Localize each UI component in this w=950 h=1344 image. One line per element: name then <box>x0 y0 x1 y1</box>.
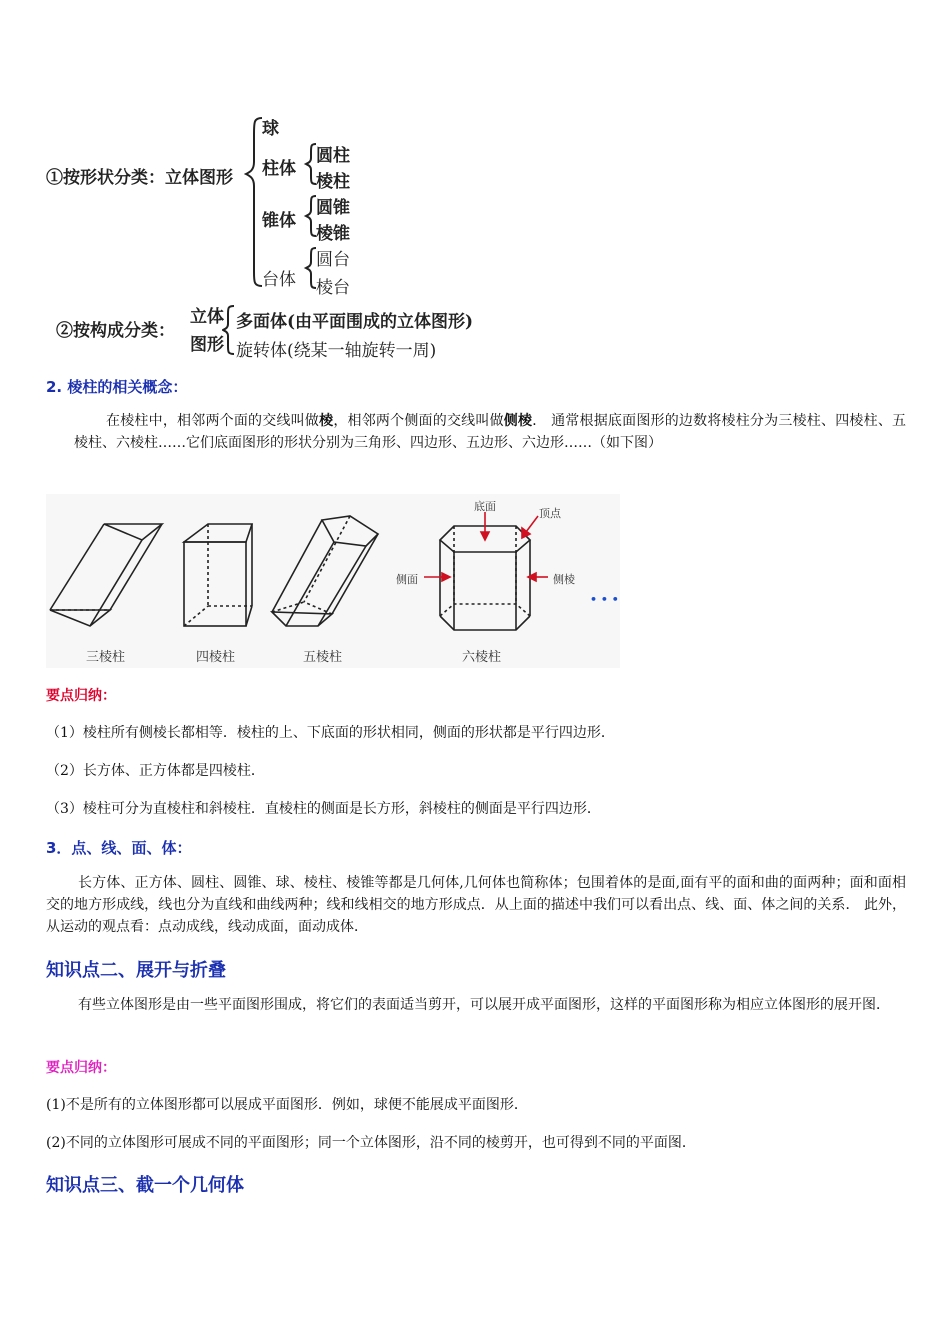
tree-cylinder: 圆柱 <box>316 146 350 166</box>
tree-prism: 棱柱 <box>316 172 350 192</box>
pentagonal-prism-shape <box>272 516 378 626</box>
knowledge-2-heading: 知识点二、展开与折叠 <box>46 960 226 981</box>
label-triangular-prism: 三棱柱 <box>86 650 126 665</box>
tree-pyramid: 棱锥 <box>316 224 350 244</box>
knowledge-3-heading: 知识点三、截一个几何体 <box>46 1175 244 1196</box>
section-2-paragraph <box>74 410 906 454</box>
label-pentagonal-prism: 五棱柱 <box>303 650 343 665</box>
summary-1-heading: 要点归纳： <box>46 688 116 704</box>
annotation-side-face: 侧面 <box>396 573 418 586</box>
classify-shape-label: ①按形状分类：立体图形 <box>46 168 233 188</box>
tree-ball: 球 <box>262 119 279 139</box>
section-2-text-c: ． 通常根据底面图形的边数将棱柱分为三棱柱、四棱柱、五棱柱、六棱柱……它们底面图形的形状分别为三角形、四边形、五边形、六边形……（如下图） <box>74 413 907 451</box>
annotation-side-edge: 侧棱 <box>553 573 575 586</box>
tree-solid-2: 图形 <box>190 335 224 355</box>
summary-2-item-1: (1)不是所有的立体图形都可以展成平面图形．例如，球便不能展成平面图形． <box>46 1097 528 1113</box>
label-quadrangular-prism: 四棱柱 <box>196 650 236 665</box>
label-hexagonal-prism: 六棱柱 <box>462 650 502 665</box>
triangular-prism-shape <box>50 524 162 626</box>
tree-solid-1: 立体 <box>190 307 224 327</box>
summary-1-item-1: （1）棱柱所有侧棱长都相等．棱柱的上、下底面的形状相同，侧面的形状都是平行四边形． <box>46 725 615 741</box>
tree-rotation: 旋转体(绕某一轴旋转一周) <box>236 341 437 361</box>
tree-polyhedron: 多面体(由平面围成的立体图形) <box>236 312 474 332</box>
quadrangular-prism-shape <box>184 524 252 626</box>
section-3-paragraph: 长方体、正方体、圆柱、圆锥、球、棱柱、棱锥等都是几何体,几何体也简称体；包围着体的是面,面有平的面和曲的面两种；面和面相交的地方形成线，线也分为直线和曲线两种；线和线相交的地方形成点．从上面的描述中我们可以看出点、线、面、体之间的关系． 此外，从运动的观点看：点动成线，线动成面，面动成体． <box>46 875 906 935</box>
prism-figure <box>46 494 620 668</box>
section-2-text-a: 在棱柱中，相邻两个面的交线叫做 <box>106 413 320 429</box>
section-3-heading: 3．点、线、面、体： <box>46 839 192 857</box>
annotation-base: 底面 <box>474 500 496 513</box>
tree-frustum-group: 台体 <box>262 270 296 290</box>
more-dots: • • • <box>590 593 619 606</box>
knowledge-2-paragraph: 有些立体图形是由一些平面图形围成，将它们的表面适当剪开，可以展开成平面图形，这样的平面图形称为相应立体图形的展开图． <box>78 997 890 1013</box>
summary-1-item-3: （3）棱柱可分为直棱柱和斜棱柱．直棱柱的侧面是长方形，斜棱柱的侧面是平行四边形． <box>46 801 601 817</box>
keyword-edge: 棱 <box>319 413 334 429</box>
tree-pillar: 柱体 <box>262 159 296 179</box>
tree-cone: 圆锥 <box>316 198 350 218</box>
summary-1-item-2: （2）长方体、正方体都是四棱柱． <box>46 763 265 779</box>
tree-frustum-round: 圆台 <box>316 250 350 270</box>
tree-cone-group: 锥体 <box>262 211 296 231</box>
keyword-side-edge: 侧棱 <box>503 413 533 429</box>
tree-frustum-prism: 棱台 <box>316 278 350 298</box>
annotation-vertex: 顶点 <box>539 507 561 520</box>
section-2-heading: 2. 棱柱的相关概念： <box>46 378 188 396</box>
section-2-text-b: ，相邻两个侧面的交线叫做 <box>333 413 504 429</box>
summary-2-item-2: (2)不同的立体图形可展成不同的平面图形；同一个立体图形，沿不同的棱剪开，也可得到不同的平面图． <box>46 1135 696 1151</box>
classify-structure-label: ②按构成分类： <box>56 321 175 341</box>
summary-2-heading: 要点归纳： <box>46 1060 116 1076</box>
